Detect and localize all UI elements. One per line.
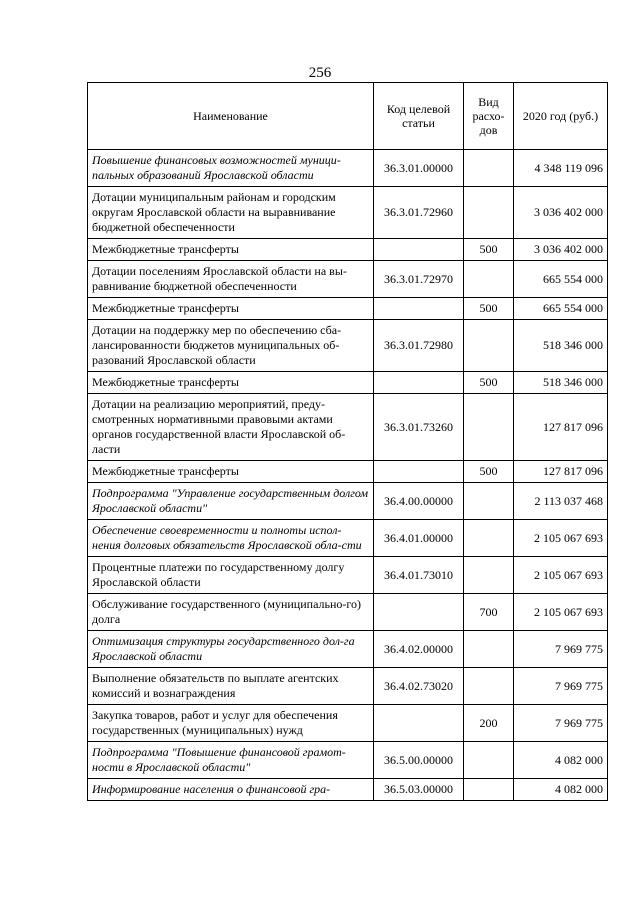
header-kind: Вид расхо-дов — [464, 83, 514, 150]
row-kind-cell — [464, 742, 514, 779]
row-kind-cell — [464, 187, 514, 239]
row-kind-cell: 500 — [464, 461, 514, 483]
row-code-cell: 36.4.01.73010 — [374, 557, 464, 594]
table-row — [88, 557, 608, 594]
row-code-cell: 36.3.01.73260 — [374, 394, 464, 461]
table-body — [88, 150, 608, 801]
row-name-cell: Подпрограмма "Повышение финансовой грамот-ности в Ярославской области" — [88, 742, 374, 779]
row-code-cell — [374, 372, 464, 394]
table-row — [88, 461, 608, 483]
table-row — [88, 779, 608, 801]
row-name-cell: Дотации на реализацию мероприятий, преду-смотренных нормативными правовыми актами органов государственной власти Ярославской об-ласти — [88, 394, 374, 461]
row-kind-cell: 500 — [464, 372, 514, 394]
row-name-cell: Информирование населения о финансовой гра- — [88, 779, 374, 801]
row-name-cell: Оптимизация структуры государственного дол-га Ярославской области — [88, 631, 374, 668]
table-row — [88, 239, 608, 261]
row-name-cell: Межбюджетные трансферты — [88, 372, 374, 394]
row-amount-cell: 2 105 067 693 — [514, 557, 608, 594]
row-code-cell: 36.3.01.72980 — [374, 320, 464, 372]
row-amount-cell: 518 346 000 — [514, 372, 608, 394]
row-kind-cell: 700 — [464, 594, 514, 631]
row-name-cell: Обеспечение своевременности и полноты испол-нения долговых обязательств Ярославской обла-сти — [88, 520, 374, 557]
table-row — [88, 394, 608, 461]
row-kind-cell — [464, 631, 514, 668]
row-kind-cell: 500 — [464, 298, 514, 320]
table-header-row — [88, 83, 608, 150]
table-row — [88, 483, 608, 520]
row-amount-cell: 518 346 000 — [514, 320, 608, 372]
row-kind-cell: 200 — [464, 705, 514, 742]
table-row — [88, 668, 608, 705]
row-amount-cell: 3 036 402 000 — [514, 239, 608, 261]
row-amount-cell: 127 817 096 — [514, 461, 608, 483]
row-kind-cell — [464, 779, 514, 801]
page-number: 256 — [308, 65, 332, 81]
row-amount-cell: 127 817 096 — [514, 394, 608, 461]
row-amount-cell: 3 036 402 000 — [514, 187, 608, 239]
row-kind-cell — [464, 520, 514, 557]
header-name: Наименование — [88, 83, 374, 150]
row-kind-cell — [464, 483, 514, 520]
row-code-cell: 36.4.02.73020 — [374, 668, 464, 705]
row-code-cell: 36.3.01.00000 — [374, 150, 464, 187]
row-kind-cell — [464, 668, 514, 705]
row-name-cell: Межбюджетные трансферты — [88, 239, 374, 261]
row-code-cell: 36.5.03.00000 — [374, 779, 464, 801]
table-row — [88, 298, 608, 320]
row-code-cell: 36.5.00.00000 — [374, 742, 464, 779]
table-row — [88, 520, 608, 557]
table-row — [88, 261, 608, 298]
row-code-cell — [374, 239, 464, 261]
row-name-cell: Выполнение обязательств по выплате агентских комиссий и вознаграждения — [88, 668, 374, 705]
row-amount-cell: 4 082 000 — [514, 779, 608, 801]
row-name-cell: Дотации муниципальным районам и городским округам Ярославской области на выравнивание бюджетной обеспеченности — [88, 187, 374, 239]
row-name-cell: Закупка товаров, работ и услуг для обеспечения государственных (муниципальных) нужд — [88, 705, 374, 742]
row-kind-cell — [464, 557, 514, 594]
row-code-cell — [374, 298, 464, 320]
row-amount-cell: 4 082 000 — [514, 742, 608, 779]
row-name-cell: Межбюджетные трансферты — [88, 298, 374, 320]
row-code-cell — [374, 705, 464, 742]
table-row — [88, 372, 608, 394]
row-code-cell: 36.4.01.00000 — [374, 520, 464, 557]
row-code-cell: 36.3.01.72970 — [374, 261, 464, 298]
row-kind-cell — [464, 150, 514, 187]
budget-table — [87, 82, 608, 801]
header-amount: 2020 год (руб.) — [514, 83, 608, 150]
row-name-cell: Обслуживание государственного (муниципально-го) долга — [88, 594, 374, 631]
row-code-cell — [374, 594, 464, 631]
row-kind-cell: 500 — [464, 239, 514, 261]
row-amount-cell: 7 969 775 — [514, 668, 608, 705]
row-kind-cell — [464, 320, 514, 372]
table-row — [88, 187, 608, 239]
row-kind-cell — [464, 261, 514, 298]
row-amount-cell: 2 105 067 693 — [514, 594, 608, 631]
row-code-cell: 36.4.02.00000 — [374, 631, 464, 668]
table-row — [88, 594, 608, 631]
row-amount-cell: 7 969 775 — [514, 631, 608, 668]
table-row — [88, 742, 608, 779]
row-amount-cell: 7 969 775 — [514, 705, 608, 742]
row-amount-cell: 4 348 119 096 — [514, 150, 608, 187]
row-code-cell — [374, 461, 464, 483]
row-amount-cell: 2 105 067 693 — [514, 520, 608, 557]
row-name-cell: Процентные платежи по государственному долгу Ярославской области — [88, 557, 374, 594]
row-name-cell: Подпрограмма "Управление государственным долгом Ярославской области" — [88, 483, 374, 520]
table-row — [88, 150, 608, 187]
row-code-cell: 36.4.00.00000 — [374, 483, 464, 520]
row-amount-cell: 665 554 000 — [514, 298, 608, 320]
row-name-cell: Дотации поселениям Ярославской области на вы-равнивание бюджетной обеспеченности — [88, 261, 374, 298]
table-row — [88, 631, 608, 668]
table-row — [88, 320, 608, 372]
row-amount-cell: 2 113 037 468 — [514, 483, 608, 520]
row-code-cell: 36.3.01.72960 — [374, 187, 464, 239]
header-code: Код целевой статьи — [374, 83, 464, 150]
row-name-cell: Межбюджетные трансферты — [88, 461, 374, 483]
row-name-cell: Повышение финансовых возможностей муници-пальных образований Ярославской области — [88, 150, 374, 187]
row-name-cell: Дотации на поддержку мер по обеспечению сба-лансированности бюджетов муниципальных об-разований Ярославской области — [88, 320, 374, 372]
table-row — [88, 705, 608, 742]
row-amount-cell: 665 554 000 — [514, 261, 608, 298]
row-kind-cell — [464, 394, 514, 461]
